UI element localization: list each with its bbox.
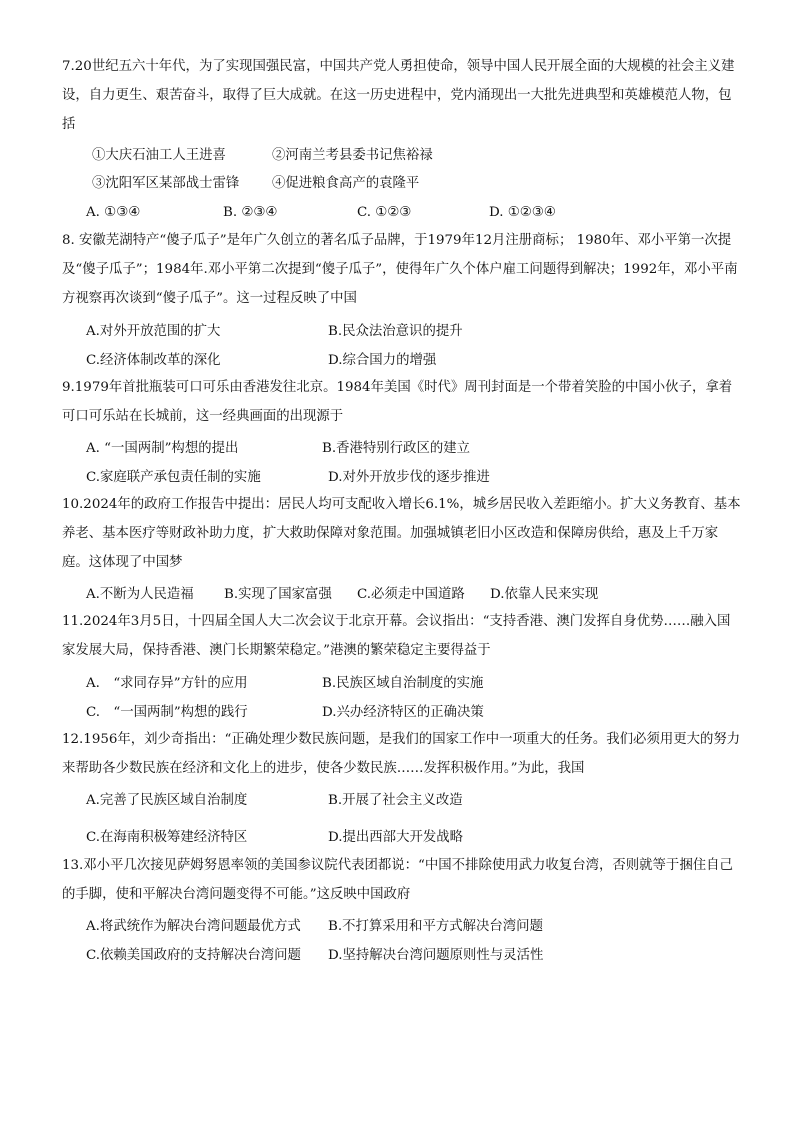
question-12-option-b: B.开展了社会主义改造 — [328, 793, 463, 808]
question-10-option-c: C.必须走中国道路 — [357, 587, 465, 602]
question-7-option-c: C. ①②③ — [357, 205, 412, 220]
question-10-option-d: D.依靠人民来实现 — [490, 587, 599, 602]
question-13-option-d: D.坚持解决台湾问题原则性与灵活性 — [328, 948, 544, 963]
question-7-option-d: D. ①②③④ — [489, 205, 556, 220]
question-11-option-b: B.民族区域自治制度的实施 — [322, 676, 484, 691]
question-12-stem: 12.1956年，刘少奇指出：“正确处理少数民族问题，是我们的国家工作中一项重大的任务。我们必须用更大的努力来帮助各少数民族在经济和文化上的进步，使各少数民族……发挥积极作用。”为此，我国 — [62, 732, 741, 776]
question-7-item-3: ③沈阳军区某部战士雷锋 — [92, 176, 240, 191]
question-9-option-b: B.香港特别行政区的建立 — [322, 441, 471, 456]
question-13-stem: 13.邓小平几次接见萨姆努恩率领的美国参议院代表团都说：“中国不排除使用武力收复台湾，否则就等于捆住自己的手脚，使和平解决台湾问题变得不可能。”这反映中国政府 — [62, 858, 733, 902]
question-13-option-b: B.不打算采用和平方式解决台湾问题 — [328, 919, 543, 934]
question-7-option-b: B. ②③④ — [223, 205, 278, 220]
question-7-option-a: A. ①③④ — [86, 205, 141, 220]
question-13-option-a: A.将武统作为解决台湾问题最优方式 — [86, 919, 301, 934]
question-11-option-c: C. “一国两制”构想的践行 — [86, 705, 248, 720]
question-9-stem: 9.1979年首批瓶装可口可乐由香港发往北京。1984年美国《时代》周刊封面是一个带着笑脸的中国小伙子，拿着可口可乐站在长城前，这一经典画面的出现源于 — [62, 380, 733, 424]
question-12-option-a: A.完善了民族区域自治制度 — [86, 793, 248, 808]
question-7-item-2: ②河南兰考县委书记焦裕禄 — [272, 148, 433, 163]
question-8-option-d: D.综合国力的增强 — [328, 353, 437, 368]
question-9-option-a: A. “一国两制”构想的提出 — [86, 441, 239, 456]
question-7-item-1: ①大庆石油工人王进喜 — [92, 148, 226, 163]
question-8-stem: 8. 安徽芜湖特产“傻子瓜子”是年广久创立的著名瓜子品牌，于1979年12月注册商标； 1980年、邓小平第一次提及“傻子瓜子”；1984年.邓小平第二次提到“傻子瓜子”，使得年广久个体户雇工问题得到解决；1992年，邓小平南方视察再次谈到“傻子瓜子”。这一过程反映了中国 — [62, 233, 738, 306]
question-10-option-b: B.实现了国家富强 — [224, 587, 332, 602]
question-13-option-c: C.依赖美国政府的支持解决台湾问题 — [86, 948, 301, 963]
question-12-option-c: C.在海南积极筹建经济特区 — [86, 830, 248, 845]
question-7-item-4: ④促进粮食高产的袁隆平 — [272, 176, 420, 191]
question-7-stem: 7.20世纪五六十年代，为了实现国强民富，中国共产党人勇担使命，领导中国人民开展全面的大规模的社会主义建设，自力更生、艰苦奋斗，取得了巨大成就。在这一历史进程中，党内涌现出一大批先进典型和英雄模范人物，包括 — [62, 59, 735, 132]
question-11-option-a: A. “求同存异”方针的应用 — [86, 676, 248, 691]
question-9-option-d: D.对外开放步伐的逐步推进 — [328, 470, 490, 485]
question-11-option-d: D.兴办经济特区的正确决策 — [322, 705, 484, 720]
question-10-option-a: A.不断为人民造福 — [86, 587, 194, 602]
question-9-option-c: C.家庭联产承包责任制的实施 — [86, 470, 261, 485]
question-8-option-a: A.对外开放范围的扩大 — [86, 324, 221, 339]
question-12-option-d: D.提出西部大开发战略 — [328, 830, 464, 845]
question-10-stem: 10.2024年的政府工作报告中提出：居民人均可支配收入增长6.1%，城乡居民收入差距缩小。扩大义务教育、基本养老、基本医疗等财政补助力度，扩大救助保障对象范围。加强城镇老旧小区改造和保障房供给，惠及上千万家庭。这体现了中国梦 — [62, 497, 741, 570]
question-8-option-b: B.民众法治意识的提升 — [328, 324, 463, 339]
question-8-option-c: C.经济体制改革的深化 — [86, 353, 221, 368]
question-11-stem: 11.2024年3月5日，十四届全国人大二次会议于北京开幕。会议指出：“支持香港、澳门发挥自身优势……融入国家发展大局，保持香港、澳门长期繁荣稳定。”港澳的繁荣稳定主要得益于 — [62, 614, 731, 658]
